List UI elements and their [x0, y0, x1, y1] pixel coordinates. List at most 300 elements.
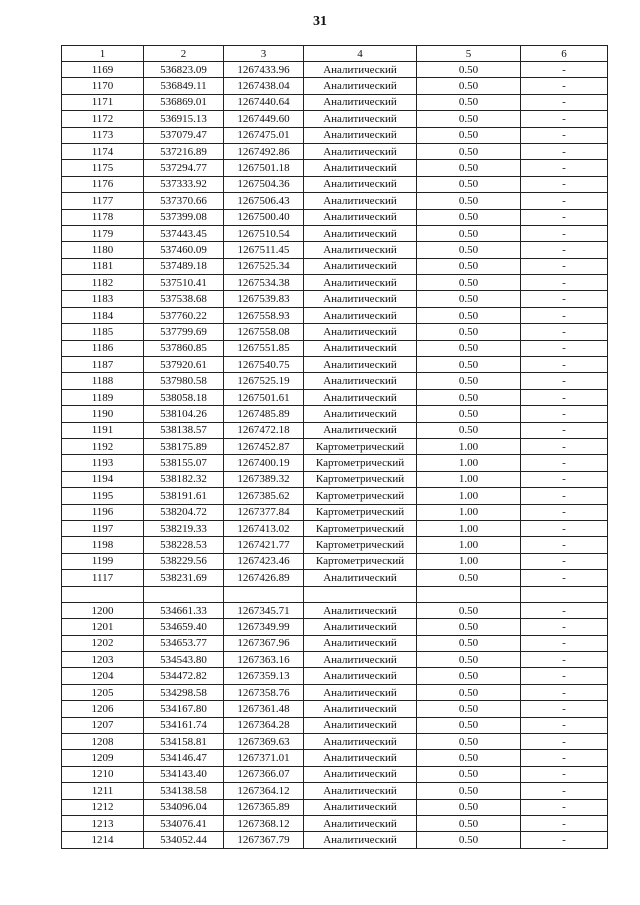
point-number-cell: 1185: [62, 324, 144, 340]
method-cell: Аналитический: [304, 78, 417, 94]
y-coordinate-cell: 1267367.96: [224, 635, 304, 651]
column-header: 3: [224, 46, 304, 62]
y-coordinate-cell: 1267377.84: [224, 504, 304, 520]
y-coordinate-cell: 1267540.75: [224, 357, 304, 373]
table-row: [62, 488, 608, 504]
point-number-cell: 1196: [62, 504, 144, 520]
y-coordinate-cell: 1267511.45: [224, 242, 304, 258]
note-cell: -: [521, 209, 608, 225]
point-number-cell: 1173: [62, 127, 144, 143]
accuracy-cell: 0.50: [417, 602, 521, 618]
table-row: [62, 832, 608, 848]
table-row: [62, 160, 608, 176]
table-row: [62, 127, 608, 143]
x-coordinate-cell: 537370.66: [144, 193, 224, 209]
accuracy-cell: 0.50: [417, 619, 521, 635]
x-coordinate-cell: 534143.40: [144, 766, 224, 782]
note-cell: -: [521, 78, 608, 94]
table-row: [62, 438, 608, 454]
x-coordinate-cell: 538155.07: [144, 455, 224, 471]
accuracy-cell: 0.50: [417, 799, 521, 815]
point-number-cell: 1171: [62, 94, 144, 110]
table-row: [62, 471, 608, 487]
y-coordinate-cell: 1267367.79: [224, 832, 304, 848]
method-cell: Аналитический: [304, 717, 417, 733]
note-cell: -: [521, 520, 608, 536]
method-cell: Аналитический: [304, 176, 417, 192]
x-coordinate-cell: 538204.72: [144, 504, 224, 520]
note-cell: -: [521, 357, 608, 373]
method-cell: Аналитический: [304, 209, 417, 225]
y-coordinate-cell: 1267363.16: [224, 652, 304, 668]
point-number-cell: 1204: [62, 668, 144, 684]
x-coordinate-cell: 538104.26: [144, 406, 224, 422]
method-cell: Картометрический: [304, 438, 417, 454]
table-row: [62, 766, 608, 782]
note-cell: -: [521, 307, 608, 323]
accuracy-cell: 1.00: [417, 438, 521, 454]
accuracy-cell: 0.50: [417, 307, 521, 323]
point-number-cell: 1184: [62, 307, 144, 323]
accuracy-cell: 0.50: [417, 193, 521, 209]
table-row: [62, 176, 608, 192]
accuracy-cell: 0.50: [417, 766, 521, 782]
note-cell: -: [521, 537, 608, 553]
point-number-cell: 1174: [62, 143, 144, 159]
point-number-cell: 1197: [62, 520, 144, 536]
method-cell: Аналитический: [304, 291, 417, 307]
x-coordinate-cell: 534543.80: [144, 652, 224, 668]
x-coordinate-cell: 537443.45: [144, 225, 224, 241]
method-cell: Аналитический: [304, 766, 417, 782]
table-row: [62, 406, 608, 422]
x-coordinate-cell: 538175.89: [144, 438, 224, 454]
method-cell: Аналитический: [304, 734, 417, 750]
x-coordinate-cell: 538182.32: [144, 471, 224, 487]
note-cell: -: [521, 684, 608, 700]
x-coordinate-cell: 536849.11: [144, 78, 224, 94]
note-cell: -: [521, 455, 608, 471]
note-cell: -: [521, 504, 608, 520]
table-row: [62, 734, 608, 750]
table-row: [62, 340, 608, 356]
table-row: [62, 619, 608, 635]
x-coordinate-cell: 534653.77: [144, 635, 224, 651]
method-cell: Аналитический: [304, 684, 417, 700]
page-number: 31: [313, 14, 327, 29]
table-row: [62, 275, 608, 291]
table-row: [62, 389, 608, 405]
table-row: [62, 291, 608, 307]
method-cell: Аналитический: [304, 602, 417, 618]
table-body: [62, 62, 608, 849]
note-cell: -: [521, 832, 608, 848]
method-cell: Аналитический: [304, 422, 417, 438]
coordinates-table: [61, 45, 608, 849]
table-row: [62, 422, 608, 438]
note-cell: -: [521, 373, 608, 389]
x-coordinate-cell: 537510.41: [144, 275, 224, 291]
table-row: [62, 815, 608, 831]
point-number-cell: 1205: [62, 684, 144, 700]
method-cell: Аналитический: [304, 143, 417, 159]
table-row: [62, 602, 608, 618]
table-row: [62, 242, 608, 258]
note-cell: -: [521, 324, 608, 340]
accuracy-cell: 0.50: [417, 570, 521, 586]
method-cell: Аналитический: [304, 357, 417, 373]
accuracy-cell: 0.50: [417, 225, 521, 241]
accuracy-cell: 0.50: [417, 357, 521, 373]
point-number-cell: 1207: [62, 717, 144, 733]
table-row: [62, 209, 608, 225]
x-coordinate-cell: 534298.58: [144, 684, 224, 700]
point-number-cell: 1203: [62, 652, 144, 668]
note-cell: -: [521, 160, 608, 176]
point-number-cell: 1191: [62, 422, 144, 438]
point-number-cell: 1175: [62, 160, 144, 176]
y-coordinate-cell: 1267389.32: [224, 471, 304, 487]
point-number-cell: 1182: [62, 275, 144, 291]
accuracy-cell: 0.50: [417, 324, 521, 340]
y-coordinate-cell: 1267433.96: [224, 62, 304, 78]
point-number-cell: 1176: [62, 176, 144, 192]
table-row: [62, 504, 608, 520]
y-coordinate-cell: 1267438.04: [224, 78, 304, 94]
method-cell: Аналитический: [304, 389, 417, 405]
method-cell: Аналитический: [304, 619, 417, 635]
table-row: [62, 570, 608, 586]
x-coordinate-cell: 538138.57: [144, 422, 224, 438]
accuracy-cell: 1.00: [417, 455, 521, 471]
y-coordinate-cell: 1267485.89: [224, 406, 304, 422]
table-row: [62, 357, 608, 373]
note-cell: -: [521, 406, 608, 422]
method-cell: Аналитический: [304, 340, 417, 356]
y-coordinate-cell: 1267364.12: [224, 783, 304, 799]
table-row: [62, 324, 608, 340]
note-cell: -: [521, 438, 608, 454]
method-cell: Аналитический: [304, 570, 417, 586]
note-cell: -: [521, 127, 608, 143]
point-number-cell: 1170: [62, 78, 144, 94]
accuracy-cell: 1.00: [417, 504, 521, 520]
x-coordinate-cell: 537079.47: [144, 127, 224, 143]
x-coordinate-cell: 534661.33: [144, 602, 224, 618]
y-coordinate-cell: 1267385.62: [224, 488, 304, 504]
table-row: [62, 225, 608, 241]
accuracy-cell: 0.50: [417, 832, 521, 848]
table-row: [62, 307, 608, 323]
table-row: [62, 586, 608, 602]
accuracy-cell: 1.00: [417, 537, 521, 553]
point-number-cell: 1172: [62, 111, 144, 127]
method-cell: Картометрический: [304, 504, 417, 520]
accuracy-cell: 0.50: [417, 209, 521, 225]
note-cell: -: [521, 422, 608, 438]
note-cell: -: [521, 701, 608, 717]
method-cell: Аналитический: [304, 275, 417, 291]
x-coordinate-cell: 537216.89: [144, 143, 224, 159]
header-row: [62, 46, 608, 62]
point-number-cell: 1179: [62, 225, 144, 241]
y-coordinate-cell: 1267364.28: [224, 717, 304, 733]
y-coordinate-cell: 1267369.63: [224, 734, 304, 750]
note-cell: -: [521, 717, 608, 733]
y-coordinate-cell: 1267525.34: [224, 258, 304, 274]
note-cell: -: [521, 652, 608, 668]
note-cell: -: [521, 111, 608, 127]
column-header: 2: [144, 46, 224, 62]
accuracy-cell: 0.50: [417, 373, 521, 389]
x-coordinate-cell: 537333.92: [144, 176, 224, 192]
method-cell: Аналитический: [304, 799, 417, 815]
y-coordinate-cell: 1267366.07: [224, 766, 304, 782]
point-number-cell: 1212: [62, 799, 144, 815]
x-coordinate-cell: 538228.53: [144, 537, 224, 553]
accuracy-cell: 0.50: [417, 701, 521, 717]
accuracy-cell: 0.50: [417, 389, 521, 405]
y-coordinate-cell: 1267371.01: [224, 750, 304, 766]
method-cell: Картометрический: [304, 537, 417, 553]
y-coordinate-cell: [224, 586, 304, 602]
accuracy-cell: 0.50: [417, 406, 521, 422]
table-row: [62, 684, 608, 700]
y-coordinate-cell: 1267539.83: [224, 291, 304, 307]
method-cell: Аналитический: [304, 635, 417, 651]
note-cell: -: [521, 471, 608, 487]
accuracy-cell: 0.50: [417, 143, 521, 159]
point-number-cell: 1181: [62, 258, 144, 274]
method-cell: Аналитический: [304, 62, 417, 78]
accuracy-cell: 1.00: [417, 520, 521, 536]
table-row: [62, 94, 608, 110]
column-header: 1: [62, 46, 144, 62]
accuracy-cell: 0.50: [417, 176, 521, 192]
note-cell: -: [521, 815, 608, 831]
accuracy-cell: 1.00: [417, 553, 521, 569]
y-coordinate-cell: 1267423.46: [224, 553, 304, 569]
x-coordinate-cell: 537538.68: [144, 291, 224, 307]
point-number-cell: 1214: [62, 832, 144, 848]
accuracy-cell: 0.50: [417, 78, 521, 94]
method-cell: Аналитический: [304, 815, 417, 831]
accuracy-cell: 0.50: [417, 717, 521, 733]
accuracy-cell: 0.50: [417, 340, 521, 356]
x-coordinate-cell: 534076.41: [144, 815, 224, 831]
accuracy-cell: 0.50: [417, 635, 521, 651]
y-coordinate-cell: 1267472.18: [224, 422, 304, 438]
method-cell: Аналитический: [304, 242, 417, 258]
point-number-cell: 1187: [62, 357, 144, 373]
x-coordinate-cell: 538231.69: [144, 570, 224, 586]
table-row: [62, 520, 608, 536]
table-row: [62, 537, 608, 553]
method-cell: Аналитический: [304, 160, 417, 176]
table-row: [62, 373, 608, 389]
point-number-cell: 1213: [62, 815, 144, 831]
note-cell: -: [521, 635, 608, 651]
point-number-cell: 1199: [62, 553, 144, 569]
y-coordinate-cell: 1267365.89: [224, 799, 304, 815]
y-coordinate-cell: 1267475.01: [224, 127, 304, 143]
method-cell: Аналитический: [304, 783, 417, 799]
column-header: 5: [417, 46, 521, 62]
table-row: [62, 193, 608, 209]
point-number-cell: 1180: [62, 242, 144, 258]
accuracy-cell: 0.50: [417, 668, 521, 684]
point-number-cell: 1189: [62, 389, 144, 405]
x-coordinate-cell: 538219.33: [144, 520, 224, 536]
table-row: [62, 717, 608, 733]
method-cell: Картометрический: [304, 471, 417, 487]
point-number-cell: 1117: [62, 570, 144, 586]
note-cell: -: [521, 242, 608, 258]
note-cell: -: [521, 553, 608, 569]
y-coordinate-cell: 1267501.18: [224, 160, 304, 176]
y-coordinate-cell: 1267501.61: [224, 389, 304, 405]
method-cell: Аналитический: [304, 832, 417, 848]
x-coordinate-cell: 537860.85: [144, 340, 224, 356]
note-cell: -: [521, 602, 608, 618]
point-number-cell: 1209: [62, 750, 144, 766]
accuracy-cell: 0.50: [417, 62, 521, 78]
method-cell: Аналитический: [304, 307, 417, 323]
table-row: [62, 78, 608, 94]
table-row: [62, 62, 608, 78]
table-row: [62, 143, 608, 159]
x-coordinate-cell: 537294.77: [144, 160, 224, 176]
accuracy-cell: 0.50: [417, 258, 521, 274]
y-coordinate-cell: 1267510.54: [224, 225, 304, 241]
point-number-cell: 1198: [62, 537, 144, 553]
method-cell: Аналитический: [304, 193, 417, 209]
x-coordinate-cell: 534161.74: [144, 717, 224, 733]
x-coordinate-cell: 537760.22: [144, 307, 224, 323]
point-number-cell: 1178: [62, 209, 144, 225]
x-coordinate-cell: 536869.01: [144, 94, 224, 110]
point-number-cell: [62, 586, 144, 602]
y-coordinate-cell: 1267440.64: [224, 94, 304, 110]
accuracy-cell: 0.50: [417, 111, 521, 127]
table-row: [62, 783, 608, 799]
table-header: [62, 46, 608, 62]
x-coordinate-cell: 534659.40: [144, 619, 224, 635]
method-cell: [304, 586, 417, 602]
x-coordinate-cell: 536915.13: [144, 111, 224, 127]
accuracy-cell: 0.50: [417, 815, 521, 831]
note-cell: -: [521, 734, 608, 750]
point-number-cell: 1177: [62, 193, 144, 209]
note-cell: -: [521, 275, 608, 291]
table-row: [62, 701, 608, 717]
point-number-cell: 1190: [62, 406, 144, 422]
accuracy-cell: 0.50: [417, 422, 521, 438]
y-coordinate-cell: 1267551.85: [224, 340, 304, 356]
point-number-cell: 1192: [62, 438, 144, 454]
y-coordinate-cell: 1267400.19: [224, 455, 304, 471]
method-cell: Аналитический: [304, 258, 417, 274]
y-coordinate-cell: 1267525.19: [224, 373, 304, 389]
y-coordinate-cell: 1267361.48: [224, 701, 304, 717]
y-coordinate-cell: 1267534.38: [224, 275, 304, 291]
note-cell: -: [521, 766, 608, 782]
column-header: 4: [304, 46, 417, 62]
point-number-cell: 1195: [62, 488, 144, 504]
note-cell: -: [521, 750, 608, 766]
point-number-cell: 1169: [62, 62, 144, 78]
note-cell: -: [521, 258, 608, 274]
method-cell: Картометрический: [304, 553, 417, 569]
note-cell: -: [521, 193, 608, 209]
x-coordinate-cell: 537489.18: [144, 258, 224, 274]
x-coordinate-cell: 537920.61: [144, 357, 224, 373]
accuracy-cell: 0.50: [417, 291, 521, 307]
method-cell: Аналитический: [304, 701, 417, 717]
point-number-cell: 1194: [62, 471, 144, 487]
note-cell: -: [521, 570, 608, 586]
y-coordinate-cell: 1267449.60: [224, 111, 304, 127]
y-coordinate-cell: 1267492.86: [224, 143, 304, 159]
y-coordinate-cell: 1267421.77: [224, 537, 304, 553]
method-cell: Аналитический: [304, 111, 417, 127]
table-row: [62, 455, 608, 471]
x-coordinate-cell: 538058.18: [144, 389, 224, 405]
y-coordinate-cell: 1267426.89: [224, 570, 304, 586]
method-cell: Аналитический: [304, 324, 417, 340]
accuracy-cell: 0.50: [417, 652, 521, 668]
x-coordinate-cell: 534146.47: [144, 750, 224, 766]
point-number-cell: 1201: [62, 619, 144, 635]
note-cell: -: [521, 488, 608, 504]
method-cell: Аналитический: [304, 94, 417, 110]
y-coordinate-cell: 1267359.13: [224, 668, 304, 684]
accuracy-cell: 0.50: [417, 750, 521, 766]
point-number-cell: 1211: [62, 783, 144, 799]
note-cell: -: [521, 225, 608, 241]
table-row: [62, 668, 608, 684]
accuracy-cell: 0.50: [417, 160, 521, 176]
x-coordinate-cell: 538229.56: [144, 553, 224, 569]
accuracy-cell: 0.50: [417, 684, 521, 700]
x-coordinate-cell: 538191.61: [144, 488, 224, 504]
method-cell: Аналитический: [304, 127, 417, 143]
point-number-cell: 1188: [62, 373, 144, 389]
x-coordinate-cell: 537399.08: [144, 209, 224, 225]
y-coordinate-cell: 1267500.40: [224, 209, 304, 225]
x-coordinate-cell: 537799.69: [144, 324, 224, 340]
column-header: 6: [521, 46, 608, 62]
y-coordinate-cell: 1267349.99: [224, 619, 304, 635]
y-coordinate-cell: 1267345.71: [224, 602, 304, 618]
note-cell: -: [521, 619, 608, 635]
accuracy-cell: 0.50: [417, 783, 521, 799]
y-coordinate-cell: 1267506.43: [224, 193, 304, 209]
accuracy-cell: 0.50: [417, 734, 521, 750]
point-number-cell: 1183: [62, 291, 144, 307]
y-coordinate-cell: 1267413.02: [224, 520, 304, 536]
accuracy-cell: 0.50: [417, 242, 521, 258]
note-cell: -: [521, 94, 608, 110]
method-cell: Аналитический: [304, 652, 417, 668]
x-coordinate-cell: 537980.58: [144, 373, 224, 389]
point-number-cell: 1206: [62, 701, 144, 717]
x-coordinate-cell: 534472.82: [144, 668, 224, 684]
note-cell: -: [521, 799, 608, 815]
y-coordinate-cell: 1267504.36: [224, 176, 304, 192]
table-row: [62, 553, 608, 569]
accuracy-cell: 0.50: [417, 127, 521, 143]
